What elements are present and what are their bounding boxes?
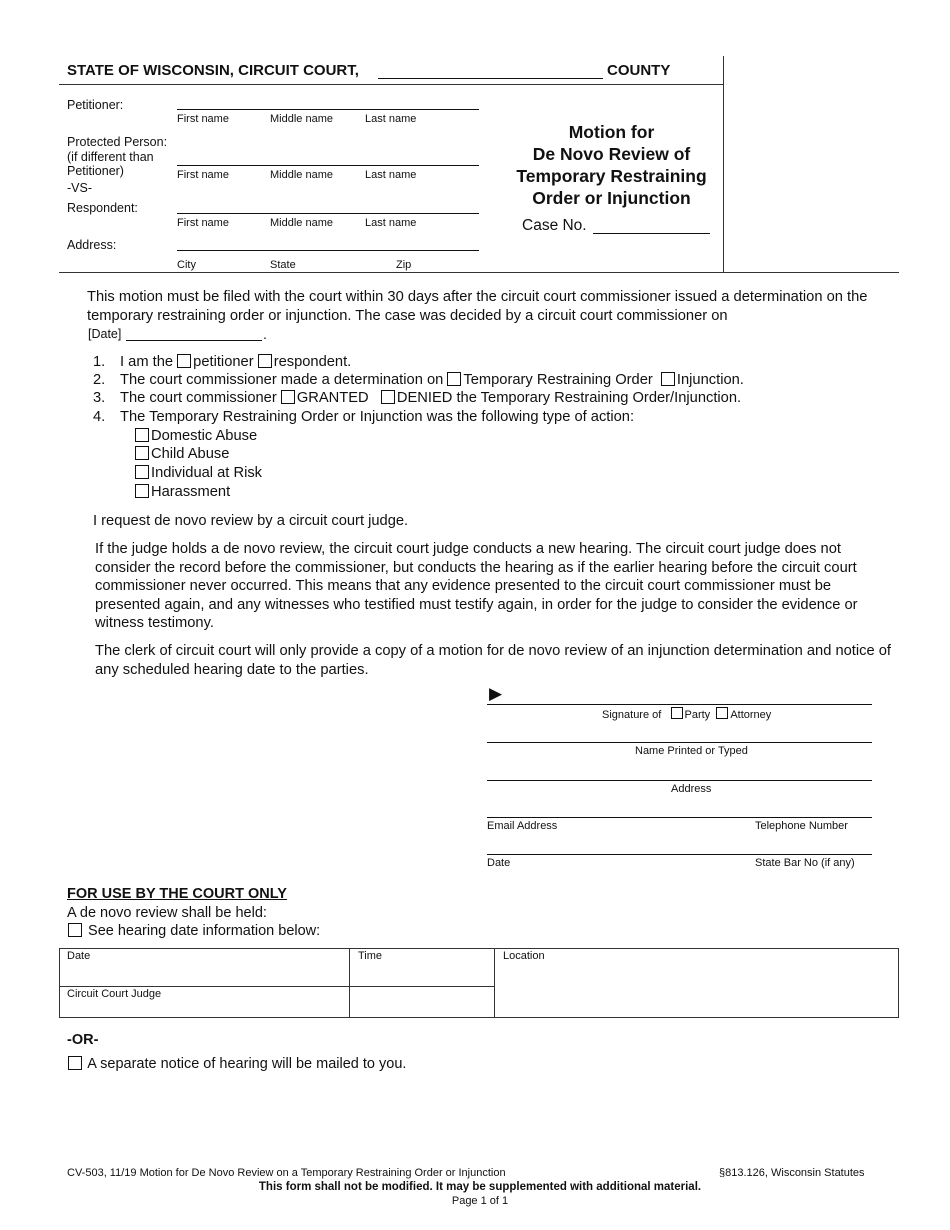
type-individual-at-risk: Individual at Risk (135, 464, 262, 482)
de-novo-explanation: If the judge holds a de novo review, the circuit court judge conducts a new hearing. The circuit court judge does not consider the record before the commissioner, but conducts the hearing as if the earlier hearing before the circuit court commissioner never occurred. This means that any evidence presented to the circuit court commissioner must be presented again, and any witnesses who testified must testify again, in order for the judge to consider the evidence or witness testimony. (95, 541, 858, 632)
signer-address-field[interactable] (487, 780, 872, 781)
first-name-caption: First name (177, 169, 229, 181)
table-divider (494, 948, 495, 1018)
date-bar-field[interactable] (487, 854, 872, 855)
clerk-note: The clerk of circuit court will only provide a copy of a motion for de novo review of an injunction determination and notice of any scheduled hearing date to the parties. (95, 643, 891, 678)
item-1: 1. I am the petitioner respondent. (93, 354, 352, 370)
respondent-address-field[interactable] (177, 237, 479, 251)
respondent-label: Respondent: (67, 201, 138, 215)
petitioner-name-field[interactable] (177, 96, 479, 110)
telephone-caption: Telephone Number (755, 820, 848, 832)
first-name-caption: First name (177, 217, 229, 229)
last-name-caption: Last name (365, 113, 417, 125)
type-harassment: Harassment (135, 483, 230, 501)
address-label: Address: (67, 238, 117, 252)
granted-checkbox[interactable] (281, 390, 295, 404)
review-request: I request de novo review by a circuit court judge. (93, 513, 409, 529)
domestic-abuse-checkbox[interactable] (135, 428, 149, 442)
commissioner-date-field[interactable] (126, 326, 262, 341)
individual-at-risk-checkbox[interactable] (135, 465, 149, 479)
header-divider-bottom (59, 272, 899, 273)
header-divider-top (59, 84, 723, 85)
attorney-checkbox[interactable] (716, 707, 728, 719)
petitioner-label: Petitioner: (67, 98, 124, 112)
case-number-field[interactable] (593, 218, 710, 234)
city-caption: City (177, 259, 196, 271)
signature-arrow-icon: ▶ (489, 684, 503, 703)
table-divider (59, 986, 495, 987)
injunction-checkbox[interactable] (661, 372, 675, 386)
item-4: 4. The Temporary Restraining Order or Injunction was the following type of action: (93, 409, 635, 425)
court-use-heading: FOR USE BY THE COURT ONLY (67, 886, 287, 902)
form-title: Motion for De Novo Review of Temporary Restraining Order or Injunction (516, 122, 707, 208)
state-bar-caption: State Bar No (if any) (755, 857, 855, 869)
date-label: [Date] (88, 327, 122, 341)
county-label: COUNTY (607, 62, 671, 79)
address-caption: Address (671, 783, 712, 795)
email-caption: Email Address (487, 820, 558, 832)
see-hearing-checkbox[interactable] (68, 923, 82, 937)
middle-name-caption: Middle name (270, 217, 333, 229)
statute-reference: §813.126, Wisconsin Statutes (719, 1167, 865, 1179)
see-hearing-option: See hearing date information below: (68, 923, 320, 939)
versus-label: -VS- (67, 181, 92, 195)
separate-notice-option: A separate notice of hearing will be mailed to you. (68, 1056, 406, 1072)
item-2: 2. The court commissioner made a determination on Temporary Restraining Order Injunction. (93, 372, 744, 388)
type-child-abuse: Child Abuse (135, 445, 229, 463)
circuit-court-judge-cell[interactable]: Circuit Court Judge (67, 988, 162, 1000)
last-name-caption: Last name (365, 169, 417, 181)
zip-caption: Zip (396, 259, 412, 271)
type-domestic-abuse: Domestic Abuse (135, 427, 257, 445)
signature-date-caption: Date (487, 857, 511, 869)
harassment-checkbox[interactable] (135, 484, 149, 498)
separate-notice-checkbox[interactable] (68, 1056, 82, 1070)
middle-name-caption: Middle name (270, 169, 333, 181)
hearing-location-cell[interactable]: Location (503, 950, 545, 962)
name-printed-field[interactable] (487, 742, 872, 743)
name-printed-caption: Name Printed or Typed (635, 745, 748, 757)
email-telephone-field[interactable] (487, 817, 872, 818)
date-period: . (263, 326, 267, 342)
modification-notice: This form shall not be modified. It may be supplemented with additional material. (258, 1181, 702, 1193)
temporary-restraining-order-checkbox[interactable] (447, 372, 461, 386)
intro-text: This motion must be filed with the court within 30 days after the circuit court commissioner issued a determination on the temporary restraining order or injunction. The case was decided by a circuit court commissioner on (87, 289, 868, 324)
hearing-table (59, 948, 899, 1018)
signature-field[interactable] (487, 704, 872, 705)
first-name-caption: First name (177, 113, 229, 125)
respondent-name-field[interactable] (177, 200, 479, 214)
last-name-caption: Last name (365, 217, 417, 229)
state-caption: State (270, 259, 296, 271)
denied-checkbox[interactable] (381, 390, 395, 404)
signature-caption: Signature of Party Attorney (602, 709, 772, 721)
case-number-label: Case No. (522, 217, 587, 234)
hearing-date-cell[interactable]: Date (67, 950, 91, 962)
child-abuse-checkbox[interactable] (135, 446, 149, 460)
party-checkbox[interactable] (671, 707, 683, 719)
court-heading: STATE OF WISCONSIN, CIRCUIT COURT, (67, 62, 359, 79)
page-number: Page 1 of 1 (451, 1195, 509, 1207)
middle-name-caption: Middle name (270, 113, 333, 125)
table-divider (349, 948, 350, 1018)
item-3: 3. The court commissioner GRANTED DENIED the Temporary Restraining Order/Injunction. (93, 390, 742, 406)
hearing-time-cell[interactable]: Time (358, 950, 383, 962)
or-divider: -OR- (67, 1032, 99, 1048)
protected-person-name-field[interactable] (177, 152, 479, 166)
county-field[interactable] (378, 62, 603, 79)
form-id: CV-503, 11/19 Motion for De Novo Review on a Temporary Restraining Order or Injunction (67, 1167, 506, 1179)
respondent-checkbox[interactable] (258, 354, 272, 368)
protected-person-label: Protected Person: (if different than Petitioner) (67, 135, 168, 178)
petitioner-checkbox[interactable] (177, 354, 191, 368)
court-use-line: A de novo review shall be held: (67, 905, 267, 921)
